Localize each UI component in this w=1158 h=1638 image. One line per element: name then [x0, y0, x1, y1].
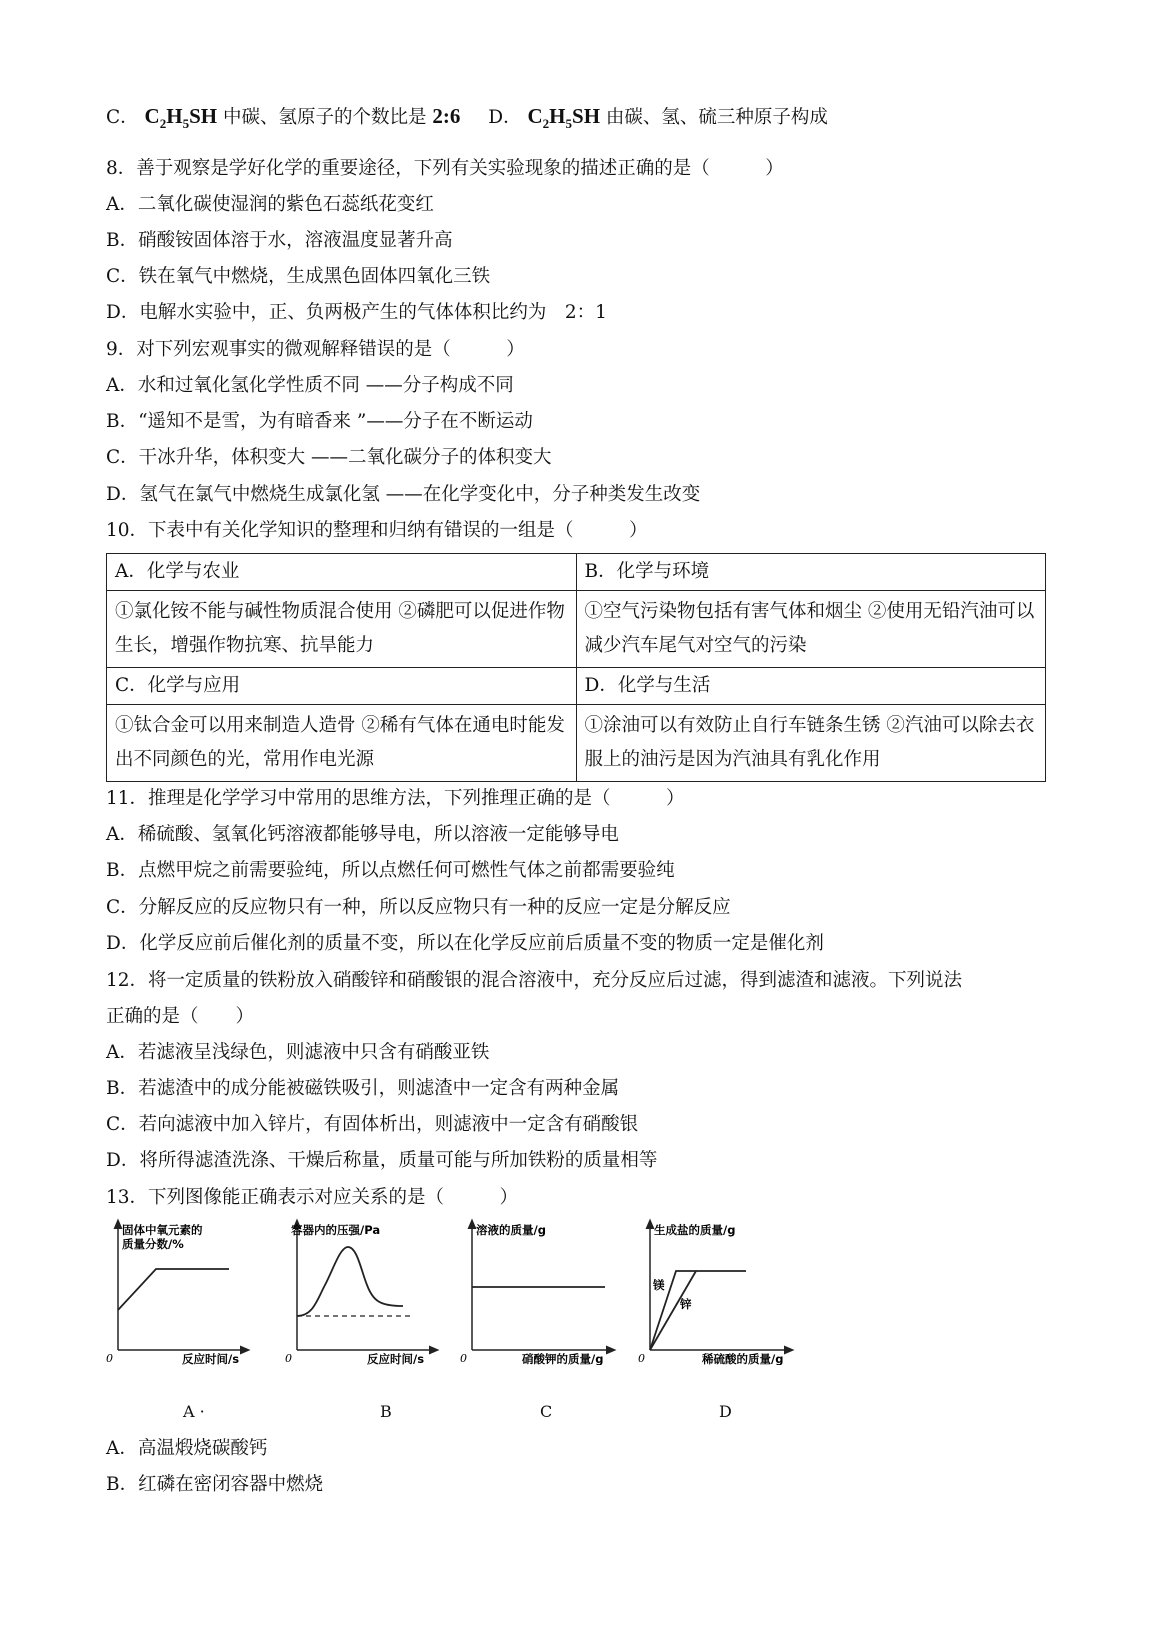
q8-option-a: A．二氧化碳使湿润的紫色石蕊纸花变红	[106, 194, 434, 215]
label-mg: 镁	[653, 1278, 665, 1292]
q7-c-text: 中碳、氢原子的个数比是	[222, 107, 427, 128]
origin: 0	[460, 1352, 467, 1365]
q13-graph-c	[460, 1215, 620, 1365]
q12-option-a: A．若滤液呈浅绿色，则滤液中只含有硝酸亚铁	[106, 1042, 490, 1063]
y-label: 容器内的压强/Pa	[291, 1223, 381, 1237]
q13-graph-d-name: D	[719, 1402, 732, 1421]
q10-c-body: ①钛合金可以用来制造人造骨 ②稀有气体在通电时能发出不同颜色的光，常用作电光源	[107, 705, 577, 782]
formula-part: C	[144, 104, 160, 128]
q13-option-b: B．红磷在密闭容器中燃烧	[106, 1474, 324, 1495]
q8-option-b: B．硝酸铵固体溶于水，溶液温度显著升高	[106, 230, 453, 251]
q11-option-a: A．稀硫酸、氢氧化钙溶液都能够导电，所以溶液一定能够导电	[106, 824, 619, 845]
q12-stem-line2: 正确的是（ ）	[106, 1006, 255, 1027]
q12-stem-line1: 12．将一定质量的铁粉放入硝酸锌和硝酸银的混合溶液中，充分反应后过滤，得到滤渣和滤液。下列说法	[106, 970, 963, 991]
formula-part: C	[527, 104, 543, 128]
formula-part: SH	[572, 104, 601, 128]
q13-graph-d	[638, 1215, 798, 1365]
q10-b-head: B．化学与环境	[576, 554, 1046, 591]
q11-stem: 11．推理是化学学习中常用的思维方法，下列推理正确的是（ ）	[106, 788, 685, 809]
formula-part: SH	[189, 104, 218, 128]
q12-option-d: D．将所得滤渣洗涤、干燥后称量，质量可能与所加铁粉的质量相等	[106, 1150, 658, 1171]
q8-option-d: D．电解水实验中，正、负两极产生的气体体积比约为 2：1	[106, 302, 607, 323]
x-label: 稀硫酸的质量/g	[702, 1352, 784, 1365]
q10-c-head: C．化学与应用	[107, 668, 577, 705]
y-label-line2: 质量分数/%	[122, 1237, 184, 1251]
y-label-line1: 固体中氧元素的	[122, 1223, 203, 1237]
curve	[297, 1247, 403, 1316]
x-label: 反应时间/s	[182, 1352, 240, 1365]
formula-part: H	[549, 104, 566, 128]
formula-sub: 2	[542, 116, 550, 132]
q13-graph-a-name: A ·	[183, 1402, 205, 1421]
q8-stem: 8．善于观察是学好化学的重要途径，下列有关实验现象的描述正确的是（ ）	[106, 158, 784, 179]
formula-part: H	[166, 104, 183, 128]
q9-stem: 9．对下列宏观事实的微观解释错误的是（ ）	[106, 339, 525, 360]
q7-c-formula	[144, 104, 218, 132]
q13-graph-b-name: B	[380, 1402, 392, 1421]
y-label: 生成盐的质量/g	[654, 1223, 736, 1237]
y-label: 溶液的质量/g	[476, 1223, 546, 1237]
q9-option-b: B．“遥知不是雪，为有暗香来 ”——分子在不断运动	[106, 411, 533, 432]
q7-c-ratio: 2:6	[432, 104, 461, 128]
q7-d-formula	[527, 104, 601, 132]
label-zn: 锌	[680, 1297, 692, 1311]
formula-sub: 2	[159, 116, 167, 132]
formula-sub: 5	[182, 116, 190, 132]
curve	[118, 1269, 229, 1310]
q10-stem: 10．下表中有关化学知识的整理和归纳有错误的一组是（ ）	[106, 520, 648, 541]
q10-a-head: A．化学与农业	[107, 554, 577, 591]
q7-c-label: C．	[106, 107, 139, 128]
q12-option-b: B．若滤渣中的成分能被磁铁吸引，则滤渣中一定含有两种金属	[106, 1078, 620, 1099]
q9-option-d: D．氢气在氯气中燃烧生成氯化氢 ——在化学变化中，分子种类发生改变	[106, 484, 701, 505]
x-label: 硝酸钾的质量/g	[522, 1352, 604, 1365]
q7-d-label: D．	[488, 107, 522, 128]
q9-option-c: C．干冰升华，体积变大 ——二氧化碳分子的体积变大	[106, 447, 552, 468]
q10-d-head: D．化学与生活	[576, 668, 1046, 705]
q11-option-b: B．点燃甲烷之前需要验纯，所以点燃任何可燃性气体之前都需要验纯	[106, 860, 675, 881]
formula-sub: 5	[565, 116, 573, 132]
q11-option-c: C．分解反应的反应物只有一种，所以反应物只有一种的反应一定是分解反应	[106, 897, 731, 918]
q12-option-c: C．若向滤液中加入锌片，有固体析出，则滤液中一定含有硝酸银	[106, 1114, 639, 1135]
origin: 0	[106, 1352, 113, 1365]
origin: 0	[638, 1352, 645, 1365]
q7-option-line	[106, 104, 828, 136]
q10-b-body: ①空气污染物包括有害气体和烟尘 ②使用无铅汽油可以减少汽车尾气对空气的污染	[576, 591, 1046, 668]
q13-graph-a	[106, 1215, 251, 1365]
q13-stem: 13．下列图像能正确表示对应关系的是（ ）	[106, 1187, 519, 1208]
origin: 0	[285, 1352, 292, 1365]
q8-option-c: C．铁在氧气中燃烧，生成黑色固体四氧化三铁	[106, 266, 491, 287]
q7-d-text: 由碳、氢、硫三种原子构成	[605, 107, 828, 128]
q13-graph-c-name: C	[540, 1402, 553, 1421]
q10-d-body: ①涂油可以有效防止自行车链条生锈 ②汽油可以除去衣服上的油污是因为汽油具有乳化作用	[576, 705, 1046, 782]
q10-table	[106, 553, 1046, 782]
q11-option-d: D．化学反应前后催化剂的质量不变，所以在化学反应前后质量不变的物质一定是催化剂	[106, 933, 824, 954]
q10-a-body: ①氯化铵不能与碱性物质混合使用 ②磷肥可以促进作物生长，增强作物抗寒、抗旱能力	[107, 591, 577, 668]
q13-graph-b	[285, 1215, 440, 1365]
q13-option-a: A．高温煅烧碳酸钙	[106, 1438, 268, 1459]
x-label: 反应时间/s	[367, 1352, 425, 1365]
q9-option-a: A．水和过氧化氢化学性质不同 ——分子构成不同	[106, 375, 514, 396]
